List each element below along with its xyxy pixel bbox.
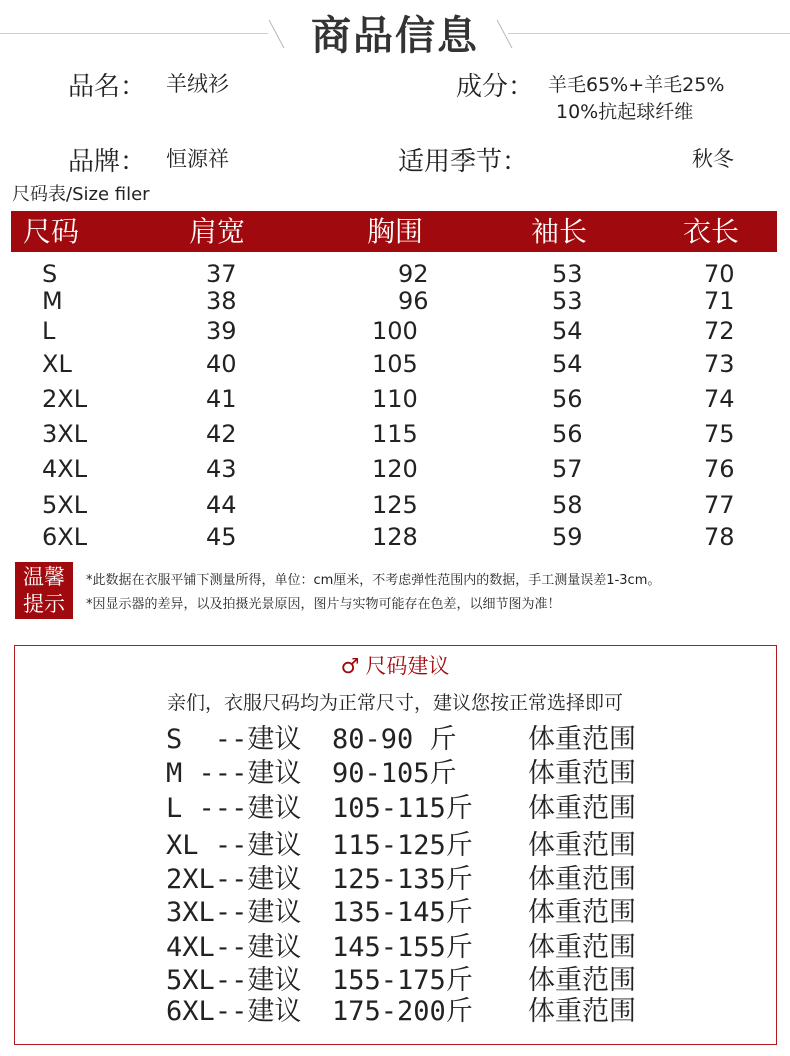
size-table-cell-sleeve: 54 <box>552 350 583 378</box>
size-table-cell-sleeve: 56 <box>552 420 583 448</box>
male-symbol-icon: ♂ <box>340 654 360 678</box>
recommendation-note: 体重范围 <box>528 864 636 895</box>
recommendation-weight-range: 135-145斤 <box>332 897 473 928</box>
size-table-cell-sleeve: 57 <box>552 455 583 483</box>
size-table-cell-length: 74 <box>704 385 735 413</box>
size-table-cell-size: 3XL <box>42 420 88 448</box>
season-value: 秋冬 <box>692 147 734 171</box>
warm-tip-badge-line2: 提示 <box>23 592 65 616</box>
size-table-cell-length: 77 <box>704 491 735 519</box>
recommendation-title <box>0 650 790 680</box>
recommendation-weight-range: 80-90 斤 <box>332 724 457 755</box>
size-table-header <box>11 211 777 252</box>
size-table-cell-size: 4XL <box>42 455 88 483</box>
recommendation-note: 体重范围 <box>528 830 636 861</box>
recommendation-note: 体重范围 <box>528 965 636 996</box>
recommendation-size: 4XL <box>166 932 215 963</box>
size-table-cell-length: 73 <box>704 350 735 378</box>
size-table-cell-size: S <box>42 260 58 288</box>
size-table-cell-sleeve: 58 <box>552 491 583 519</box>
size-table-cell-sleeve: 56 <box>552 385 583 413</box>
header-sleeve: 袖长 <box>531 215 588 248</box>
recommendation-weight-range: 125-135斤 <box>332 864 473 895</box>
header-length: 衣长 <box>683 215 740 248</box>
page-title: 商品信息 <box>311 13 479 59</box>
recommendation-suggest: --建议 <box>214 996 302 1027</box>
warm-tip-line-1: *此数据在衣服平铺下测量所得，单位：cm厘米，不考虑弹性范围内的数据，手工测量误差1-3cm。 <box>86 573 661 588</box>
size-table-cell-sleeve: 54 <box>552 317 583 345</box>
recommendation-subtitle: 亲们，衣服尺码均为正常尺寸，建议您按正常选择即可 <box>166 692 623 714</box>
recommendation-weight-range: 90-105斤 <box>332 758 457 789</box>
size-table-cell-size: XL <box>42 350 72 378</box>
brand-value: 恒源祥 <box>166 147 229 171</box>
season-label: 适用季节： <box>398 147 529 177</box>
recommendation-note: 体重范围 <box>528 932 636 963</box>
size-table-cell-size: 5XL <box>42 491 88 519</box>
size-table-caption: 尺码表/Size filer <box>12 184 150 205</box>
recommendation-note: 体重范围 <box>528 758 636 789</box>
size-table-cell-shoulder: 39 <box>206 317 237 345</box>
recommendation-suggest: --建议 <box>214 965 302 996</box>
recommendation-suggest: ---建议 <box>182 793 302 824</box>
recommendation-suggest: --建议 <box>214 897 302 928</box>
warm-tip-line-2: *因显示器的差异，以及拍摄光景原因，图片与实物可能存在色差，以细节图为准！ <box>86 597 561 612</box>
composition-line2: 10%抗起球纤维 <box>556 101 694 123</box>
recommendation-size: 5XL <box>166 965 215 996</box>
recommendation-size: 2XL <box>166 864 215 895</box>
size-table-cell-length: 71 <box>704 287 735 315</box>
warm-tip-badge <box>15 562 73 619</box>
size-table-cell-length: 75 <box>704 420 735 448</box>
size-table-cell-sleeve: 59 <box>552 523 583 551</box>
header-shoulder: 肩宽 <box>189 215 246 248</box>
recommendation-suggest: --建议 <box>198 830 302 861</box>
recommendation-note: 体重范围 <box>528 996 636 1027</box>
size-table-cell-chest: 128 <box>372 523 418 551</box>
size-table-cell-shoulder: 38 <box>206 287 237 315</box>
size-table-cell-chest: 120 <box>372 455 418 483</box>
size-table-cell-length: 70 <box>704 260 735 288</box>
size-table-cell-chest: 105 <box>372 350 418 378</box>
recommendation-weight-range: 175-200斤 <box>332 996 473 1027</box>
size-table-cell-chest: 92 <box>398 260 429 288</box>
size-table-cell-size: M <box>42 287 63 315</box>
recommendation-size: M <box>166 758 183 789</box>
size-table-cell-shoulder: 42 <box>206 420 237 448</box>
size-table-cell-sleeve: 53 <box>552 287 583 315</box>
size-table-cell-shoulder: 37 <box>206 260 237 288</box>
size-table-cell-length: 76 <box>704 455 735 483</box>
size-table-cell-shoulder: 41 <box>206 385 237 413</box>
header-size: 尺码 <box>23 215 80 248</box>
size-table-cell-sleeve: 53 <box>552 260 583 288</box>
warm-tip-badge-line1: 温馨 <box>23 565 65 589</box>
recommendation-weight-range: 155-175斤 <box>332 965 473 996</box>
name-label: 品名： <box>68 72 147 102</box>
recommendation-weight-range: 105-115斤 <box>332 793 473 824</box>
recommendation-suggest: --建议 <box>182 724 302 755</box>
recommendation-size: 3XL <box>166 897 215 928</box>
recommendation-suggest: --建议 <box>214 864 302 895</box>
size-table-cell-chest: 110 <box>372 385 418 413</box>
recommendation-weight-range: 115-125斤 <box>332 830 473 861</box>
size-table-cell-chest: 96 <box>398 287 429 315</box>
size-table-cell-chest: 125 <box>372 491 418 519</box>
recommendation-size: 6XL <box>166 996 215 1027</box>
recommendation-weight-range: 145-155斤 <box>332 932 473 963</box>
recommendation-suggest: ---建议 <box>182 758 302 789</box>
size-table-cell-shoulder: 44 <box>206 491 237 519</box>
composition-line1: 羊毛65%+羊毛25% <box>548 74 725 96</box>
recommendation-note: 体重范围 <box>528 793 636 824</box>
recommendation-suggest: --建议 <box>214 932 302 963</box>
recommendation-size: L <box>166 793 183 824</box>
size-table-cell-size: 6XL <box>42 523 88 551</box>
composition-label: 成分： <box>456 72 535 102</box>
recommendation-note: 体重范围 <box>528 724 636 755</box>
size-table-cell-chest: 115 <box>372 420 418 448</box>
size-table-cell-shoulder: 45 <box>206 523 237 551</box>
brand-label: 品牌： <box>68 147 147 177</box>
size-table-cell-shoulder: 43 <box>206 455 237 483</box>
size-table-cell-size: 2XL <box>42 385 88 413</box>
size-table-cell-chest: 100 <box>372 317 418 345</box>
size-table-cell-shoulder: 40 <box>206 350 237 378</box>
header-chest: 胸围 <box>367 215 424 248</box>
recommendation-size: XL <box>166 830 199 861</box>
size-table-cell-size: L <box>42 317 56 345</box>
size-table-cell-length: 72 <box>704 317 735 345</box>
recommendation-title-text: 尺码建议 <box>365 654 450 678</box>
size-table-cell-length: 78 <box>704 523 735 551</box>
recommendation-note: 体重范围 <box>528 897 636 928</box>
name-value: 羊绒衫 <box>166 72 229 96</box>
recommendation-size: S <box>166 724 183 755</box>
